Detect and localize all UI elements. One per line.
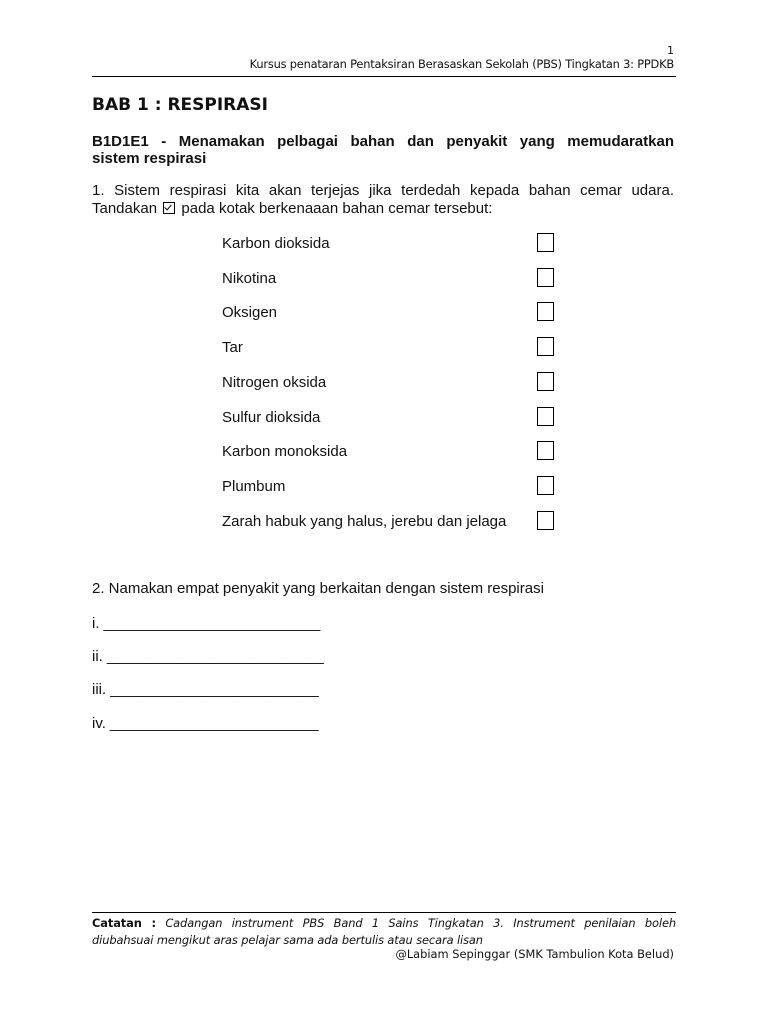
footer-note bbox=[92, 915, 676, 949]
option-checkbox[interactable] bbox=[537, 372, 554, 391]
objective-line-1: B1D1E1 - Menamakan pelbagai bahan dan penyakit yang memudaratkan bbox=[92, 133, 674, 150]
objective-line-2: sistem respirasi bbox=[92, 150, 207, 167]
footer-credit: @Labiam Sepinggar (SMK Tambulion Kota Belud) bbox=[395, 947, 674, 961]
option-row bbox=[222, 337, 554, 359]
option-label: Tar bbox=[222, 339, 243, 356]
answer-line bbox=[92, 615, 320, 632]
answer-blank[interactable]: _________________________ bbox=[110, 681, 319, 698]
chapter-title: BAB 1 : RESPIRASI bbox=[92, 95, 269, 115]
option-checkbox[interactable] bbox=[537, 302, 554, 321]
question-1-instruction-start: Tandakan bbox=[92, 200, 158, 217]
option-row bbox=[222, 372, 554, 394]
question-1-instruction-end: pada kotak berkenaaan bahan cemar tersebut: bbox=[181, 200, 493, 217]
option-row bbox=[222, 233, 554, 255]
option-checkbox[interactable] bbox=[537, 476, 554, 495]
answer-line bbox=[92, 681, 319, 698]
header-course-title: Kursus penataran Pentaksiran Berasaskan Sekolah (PBS) Tingkatan 3: PPDKB bbox=[249, 57, 674, 71]
option-row bbox=[222, 302, 554, 324]
answer-line bbox=[92, 648, 324, 665]
answer-line bbox=[92, 715, 318, 732]
option-row bbox=[222, 511, 554, 533]
option-row bbox=[222, 441, 554, 463]
option-checkbox[interactable] bbox=[537, 441, 554, 460]
answer-label: ii. bbox=[92, 648, 103, 665]
answer-blank[interactable]: __________________________ bbox=[103, 615, 321, 632]
question-1-text: 1. Sistem respirasi kita akan terjejas jika terdedah kepada bahan cemar udara. bbox=[92, 182, 674, 199]
checked-box-icon bbox=[163, 202, 175, 214]
option-checkbox[interactable] bbox=[537, 233, 554, 252]
option-label: Oksigen bbox=[222, 304, 278, 321]
header-divider bbox=[92, 76, 676, 77]
option-label: Sulfur dioksida bbox=[222, 409, 321, 426]
option-row bbox=[222, 407, 554, 429]
question-2-text: 2. Namakan empat penyakit yang berkaitan dengan sistem respirasi bbox=[92, 580, 544, 597]
answer-label: iv. bbox=[92, 715, 106, 732]
option-checkbox[interactable] bbox=[537, 511, 554, 530]
option-checkbox[interactable] bbox=[537, 407, 554, 426]
option-checkbox[interactable] bbox=[537, 268, 554, 287]
question-1 bbox=[92, 182, 674, 218]
answer-label: i. bbox=[92, 615, 100, 632]
option-label: Nikotina bbox=[222, 270, 277, 287]
option-row bbox=[222, 476, 554, 498]
footer-note-label: Catatan : bbox=[92, 916, 156, 930]
footer-divider bbox=[92, 912, 676, 913]
footer-note-line-2: diubahsuai mengikut aras pelajar sama ada bertulis atau secara lisan bbox=[92, 933, 483, 947]
answer-blank[interactable]: _________________________ bbox=[109, 715, 319, 732]
option-row bbox=[222, 268, 554, 290]
option-label: Plumbum bbox=[222, 478, 286, 495]
option-label: Karbon dioksida bbox=[222, 235, 330, 252]
option-checkbox[interactable] bbox=[537, 337, 554, 356]
option-label: Karbon monoksida bbox=[222, 443, 348, 460]
answer-blank[interactable]: __________________________ bbox=[106, 648, 324, 665]
learning-objective bbox=[92, 133, 674, 167]
page-number: 1 bbox=[667, 44, 674, 57]
option-label: Nitrogen oksida bbox=[222, 374, 327, 391]
option-label: Zarah habuk yang halus, jerebu dan jelaga bbox=[222, 513, 507, 530]
footer-note-line-1: Cadangan instrument PBS Band 1 Sains Tingkatan 3. Instrument penilaian boleh bbox=[165, 916, 676, 930]
answer-label: iii. bbox=[92, 681, 107, 698]
